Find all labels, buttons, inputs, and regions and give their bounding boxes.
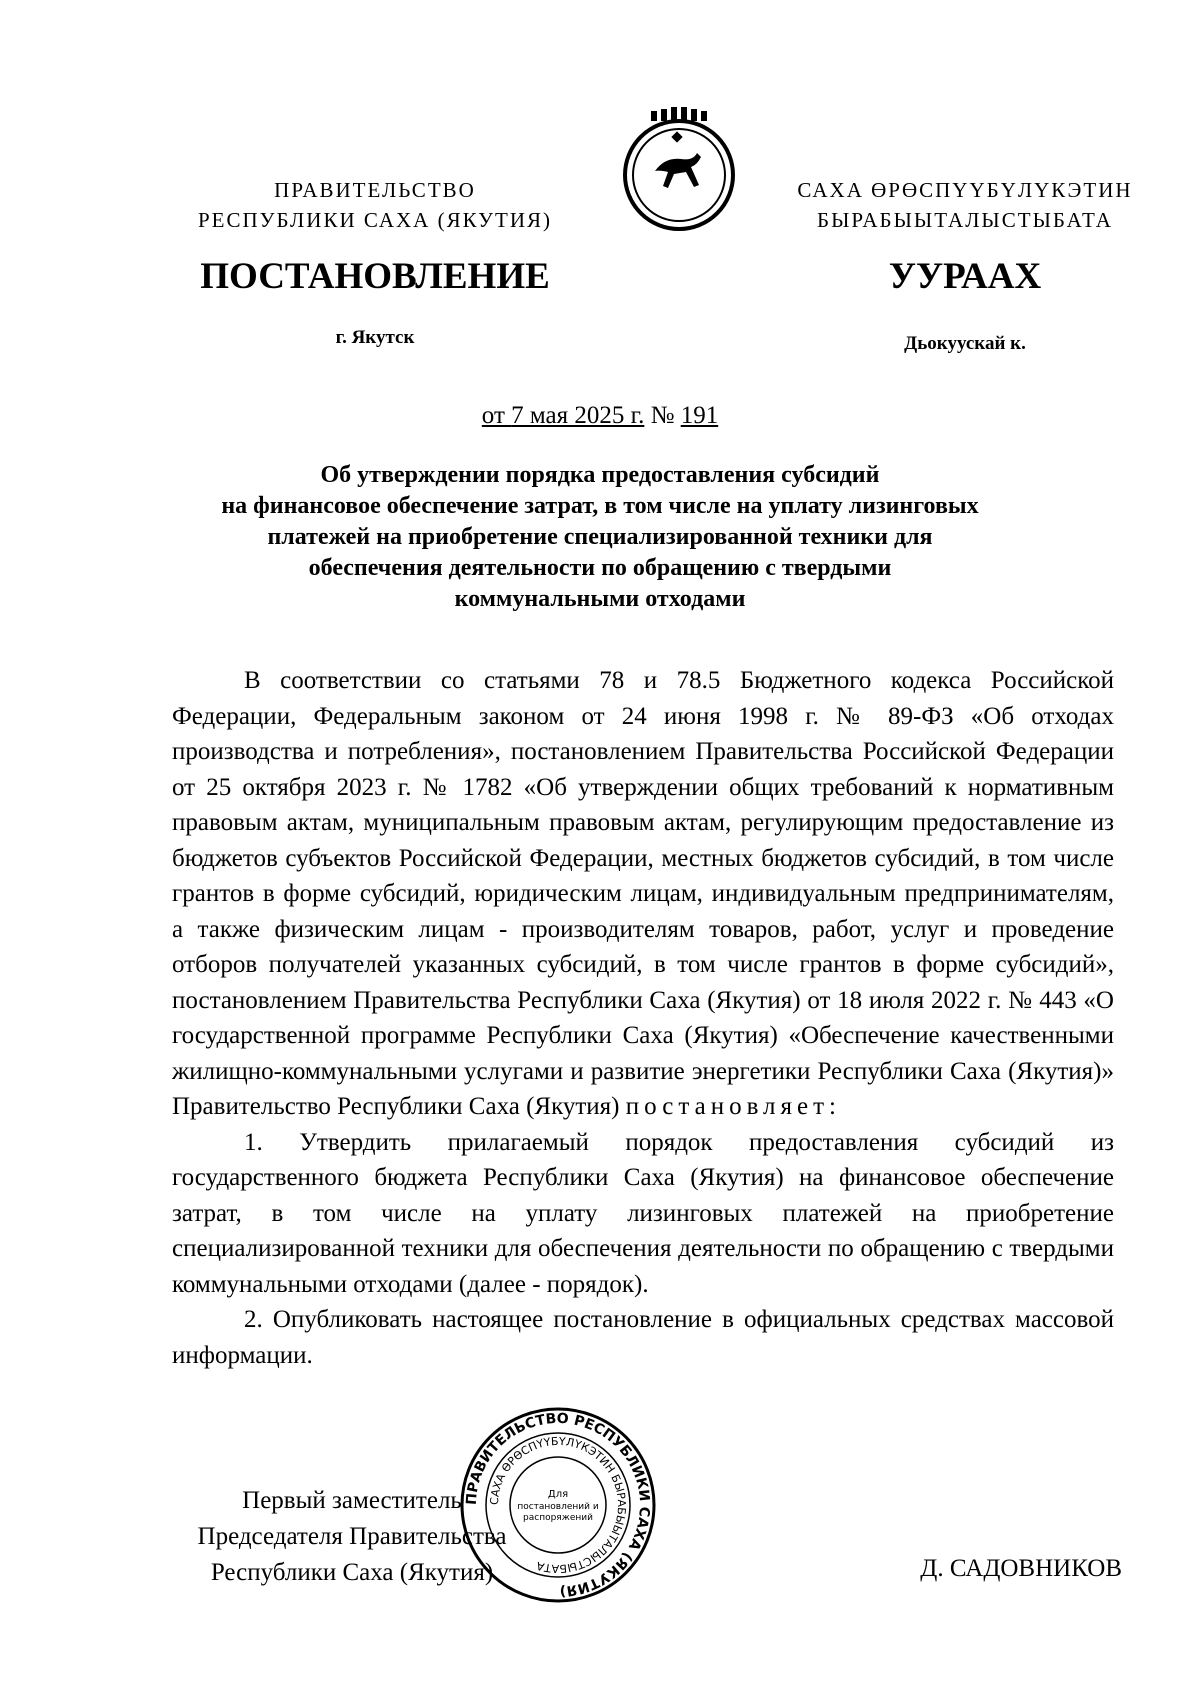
doc-date-number	[0, 402, 1200, 430]
item-2-paragraph: 2. Опубликовать настоящее постановление в официальных средствах массовой информации.	[172, 1306, 1114, 1369]
preamble-paragraph	[172, 663, 1114, 1125]
header-left-line1: ПРАВИТЕЛЬСТВО	[274, 178, 476, 202]
header-right-line1: САХА ӨРӨСПҮҮБҮЛҮКЭТИН	[797, 178, 1133, 202]
number-sign: №	[644, 402, 681, 429]
seal-center-line1: Для	[547, 1489, 569, 1500]
title-line: обеспечения деятельности по обращению с твердыми	[308, 555, 892, 581]
preamble-text: В соответствии со статьями 78 и 78.5 Бюджетного кодекса Российской Федерации, Федеральным законом от 24 июня 1998 г. № 89-ФЗ «Об отходах производства и потребления», постановлением Правительства Российской Федерации от 25 октября 2023 г. № 1782 «Об утверждении общих требований к нормативным правовым актам, муниципальным правовым актам, регулирующим предоставление из бюджетов субъектов Российской Федерации, местных бюджетов субсидий, в том числе грантов в форме субсидий, юридическим лицам, индивидуальным предпринимателям, а также физическим лицам - производителям товаров, работ, услуг и проведение отборов получателей указанных субсидий, в том числе грантов в форме субсидий», постановлением Правительства Республики Саха (Якутия) от 18 июля 2022 г. № 443 «О государственной программе Республики Саха (Якутия) «Обеспечение качественными жилищно-коммунальными услугами и развитие энергетики Республики Саха (Якутия)» Правительство Республики Саха (Якутия)	[172, 667, 1114, 1120]
doc-body	[172, 663, 1114, 1373]
seal-inner-text: САХА ӨРӨСПҮҮБҮЛҮКЭТИН БЫРАБЫЫТАЛЫСТЫБАТА	[487, 1434, 629, 1576]
title-line: платежей на приобретение специализированной техники для	[267, 524, 933, 550]
date-prefix: от	[481, 402, 512, 429]
government-name-ru	[170, 175, 580, 235]
header-right-line2: БЫРАБЫЫТАЛЫСТЫБАТА	[817, 208, 1113, 232]
position-line2: Председателя Правительства	[197, 1523, 507, 1550]
doc-type-sah: УУРААХ	[888, 256, 1042, 297]
title-line: Об утверждении порядка предоставления субсидий	[320, 462, 880, 488]
doc-number: 191	[680, 402, 719, 429]
seal-center-line2: постановлений и	[517, 1502, 599, 1512]
city-sah: Дьокуускай к.	[904, 333, 1026, 354]
official-seal-icon	[458, 1405, 658, 1605]
item-1-paragraph: 1. Утвердить прилагаемый порядок предоставления субсидий из государственного бюджета Республики Саха (Якутия) на финансовое обеспечение затрат, в том числе на уплату лизинговых платежей на приобретение специализированной техники для обеспечения деятельности по обращению с твердыми коммунальными отходами (далее - порядок).	[172, 1128, 1114, 1298]
title-line: на финансовое обеспечение затрат, в том числе на уплату лизинговых	[221, 493, 979, 519]
position-line3: Республики Саха (Якутия)	[210, 1559, 494, 1586]
city-ru: г. Якутск	[335, 327, 415, 348]
position-line1: Первый заместитель	[242, 1487, 462, 1514]
title-line: коммунальными отходами	[454, 586, 746, 612]
seal-outer-text: ПРАВИТЕЛЬСТВО РЕСПУБЛИКИ САХА (ЯКУТИЯ)	[463, 1410, 653, 1600]
signatory-name: Д. САДОВНИКОВ	[920, 1555, 1122, 1582]
header-left-line2: РЕСПУБЛИКИ САХА (ЯКУТИЯ)	[197, 208, 553, 232]
sakha-coat-of-arms-icon	[615, 105, 743, 233]
seal-center-line3: распоряжений	[523, 1513, 593, 1523]
government-name-sah	[770, 175, 1160, 235]
date-value: 7 мая 2025 г.	[511, 402, 645, 429]
decree-word: постановляет:	[625, 1093, 841, 1120]
doc-title	[175, 460, 1025, 615]
doc-type-ru: ПОСТАНОВЛЕНИЕ	[200, 256, 550, 297]
